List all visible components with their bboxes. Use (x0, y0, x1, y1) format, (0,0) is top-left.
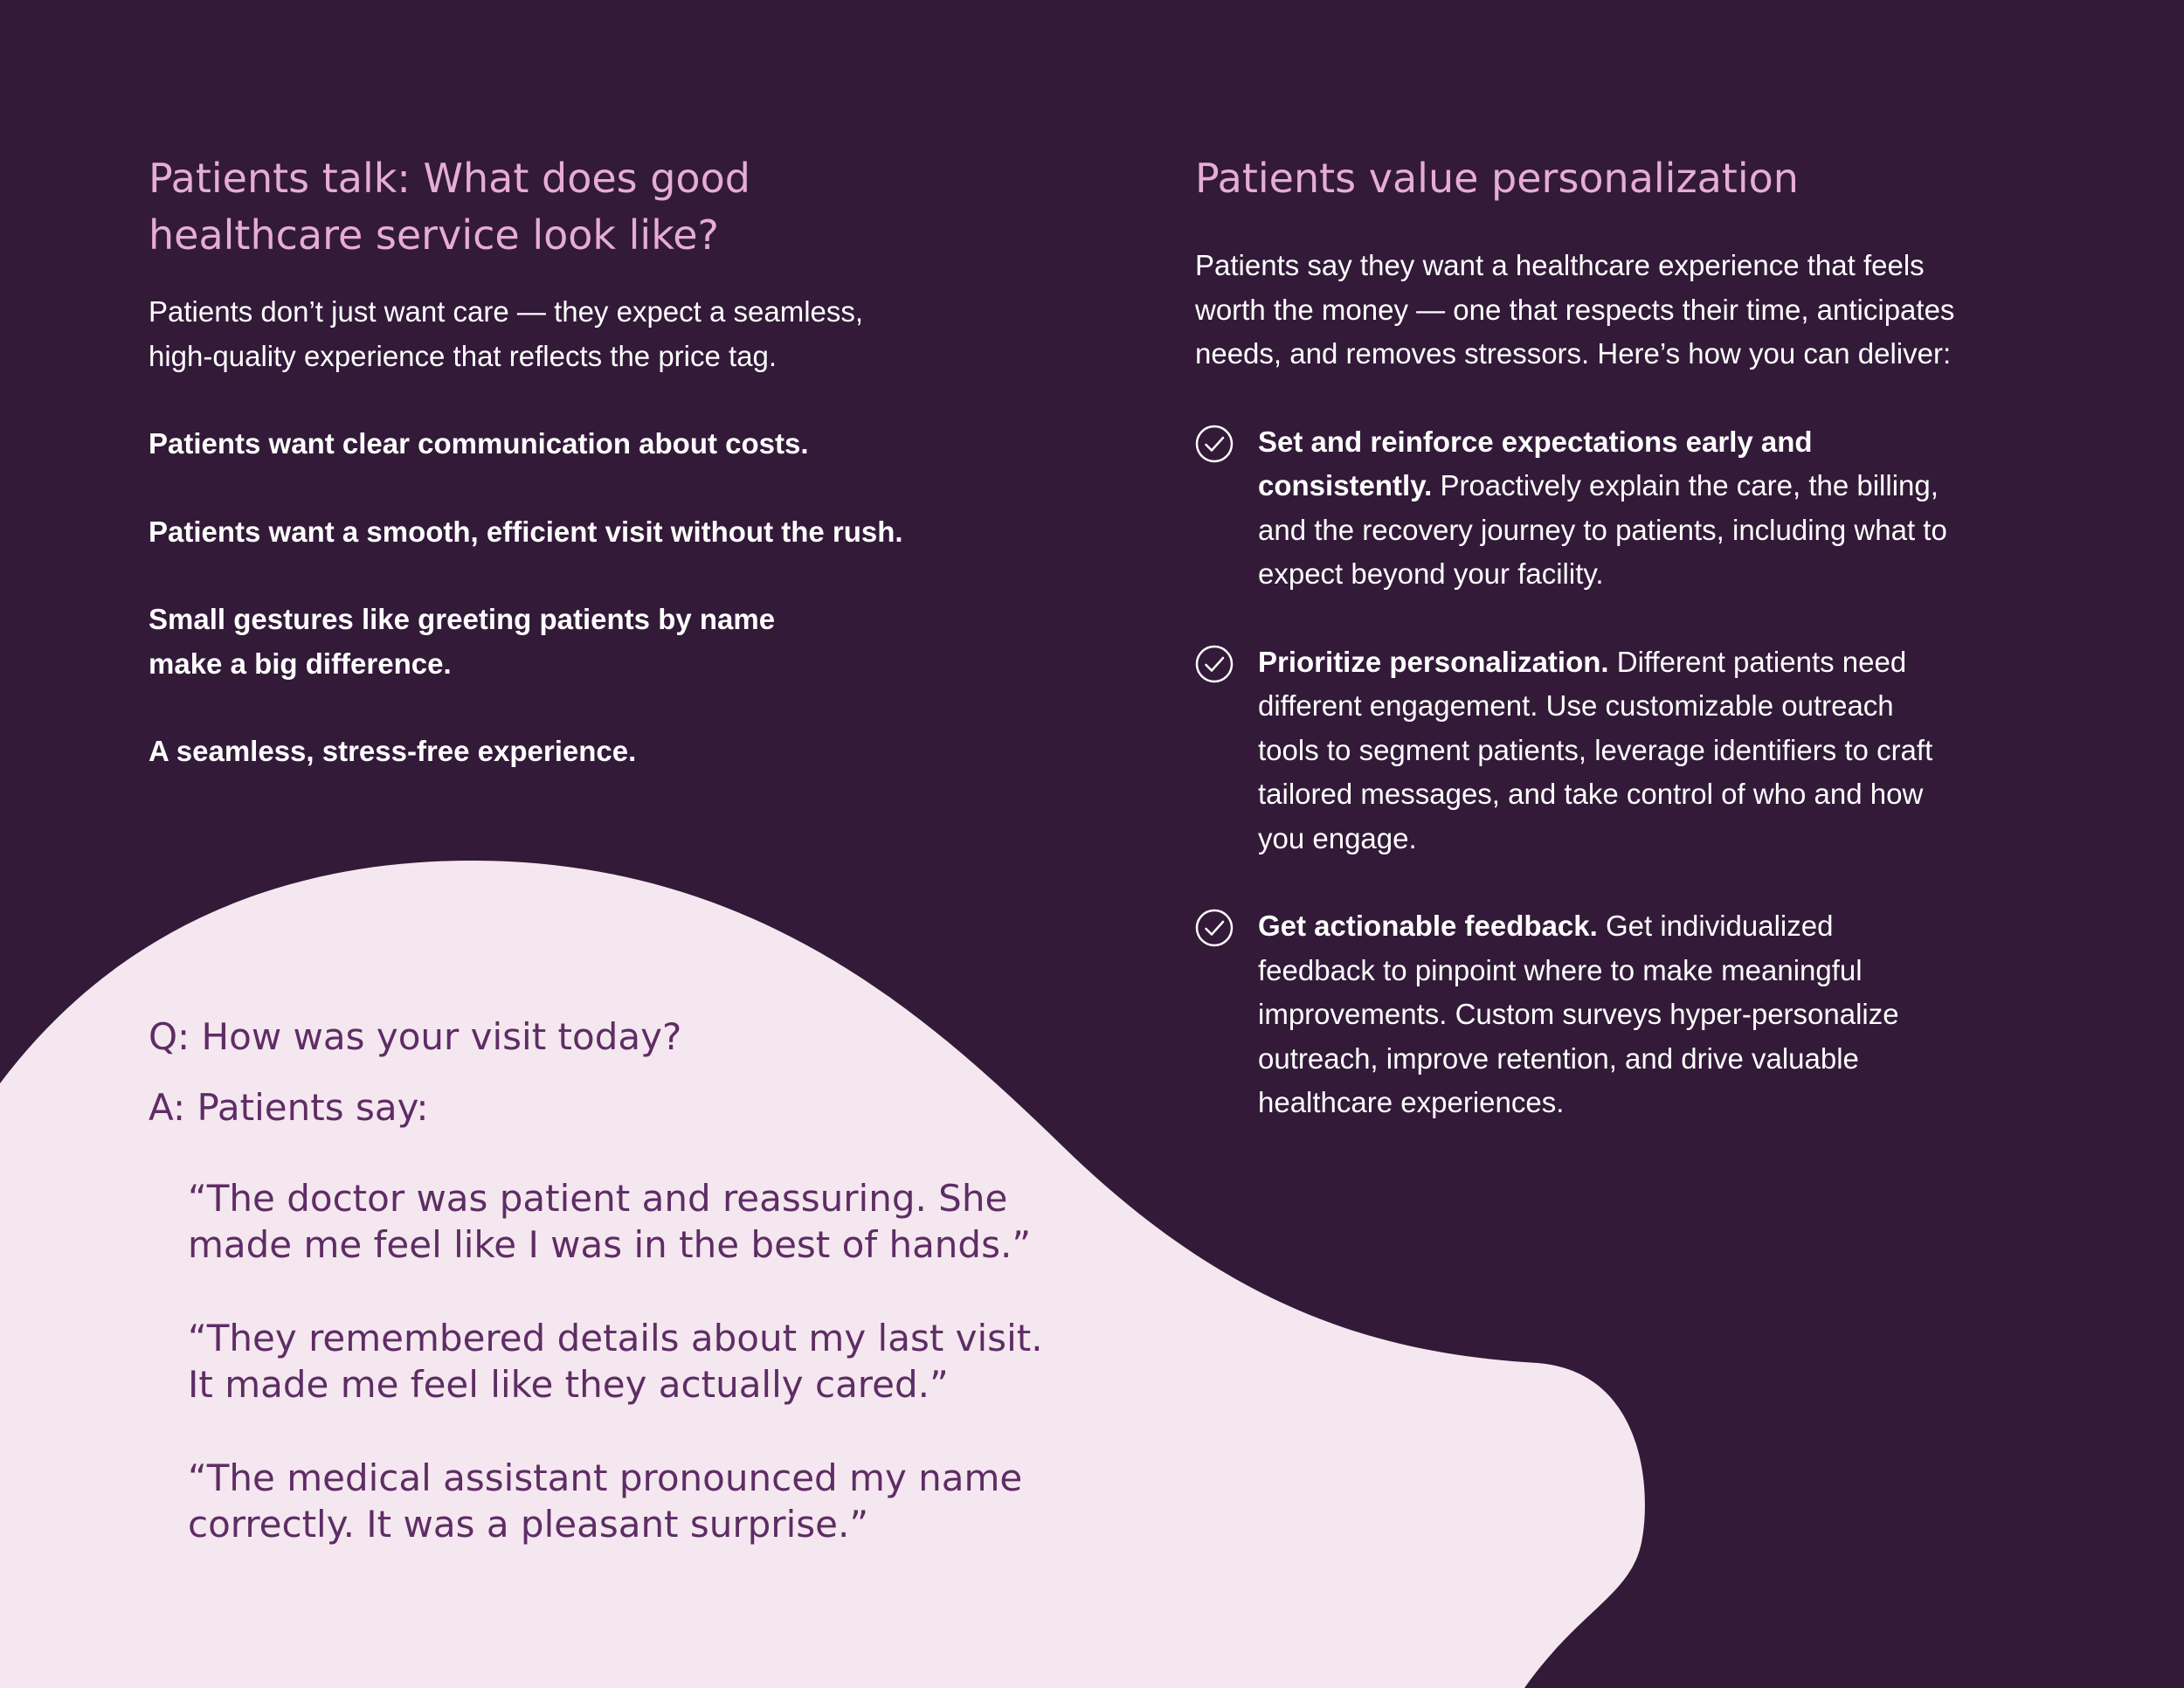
check-circle-icon (1195, 645, 1234, 683)
right-heading: Patients value personalization (1195, 155, 1799, 202)
item-lead: Get actionable feedback. (1258, 910, 1598, 942)
recommendation-list (1195, 420, 1955, 1125)
left-intro: Patients don’t just want care — they expect a seamless, high-quality experience that reflects the price tag. (149, 295, 864, 372)
recommendation-item (1195, 420, 1955, 597)
point-small-gestures: Small gestures like greeting patients by name make a big difference. (149, 603, 776, 680)
item-lead: Set and reinforce expectations early and consistently. (1258, 425, 1813, 502)
item-text: Proactively explain the care, the billing, and the recovery journey to patients, including what to expect beyond your facility. (1258, 469, 1947, 590)
left-heading: Patients talk: What does good healthcare service look like? (149, 155, 750, 259)
quotes-list (188, 1175, 1061, 1547)
item-text: Get individualized feedback to pinpoint where to make meaningful improvements. Custom surveys hyper-personalize outreach, improve retention, and drive valuable healthcare experiences. (1258, 910, 1899, 1118)
point-costs: Patients want clear communication about costs. (149, 427, 809, 460)
check-circle-icon (1195, 909, 1234, 947)
quote-item: “The doctor was patient and reassuring. She made me feel like I was in the best of hands.” (188, 1177, 1032, 1266)
quote-item: “They remembered details about my last visit. It made me feel like they actually cared.” (188, 1317, 1043, 1406)
item-text: Different patients need different engagement. Use customizable outreach tools to segment patients, leverage identifiers to craft tailored messages, and take control of who and how you engage. (1258, 645, 1933, 854)
point-efficient-visit: Patients want a smooth, efficient visit without the rush. (149, 515, 903, 548)
right-column (1195, 150, 1955, 1125)
point-stress-free: A seamless, stress-free experience. (149, 735, 637, 767)
qa-question: Q: How was your visit today? (149, 1015, 682, 1058)
recommendation-item (1195, 640, 1955, 861)
item-lead: Prioritize personalization. (1258, 645, 1609, 678)
recommendation-item (1195, 904, 1955, 1125)
quote-item: “The medical assistant pronounced my name correctly. It was a pleasant surprise.” (188, 1456, 1023, 1546)
right-intro: Patients say they want a healthcare experience that feels worth the money — one that respects their time, anticipates needs, and removes stressors. Here’s how you can deliver: (1195, 249, 1955, 370)
qa-section (149, 1009, 1043, 1547)
qa-answer: A: Patients say: (149, 1086, 429, 1129)
left-column (149, 150, 1022, 774)
check-circle-icon (1195, 425, 1234, 463)
